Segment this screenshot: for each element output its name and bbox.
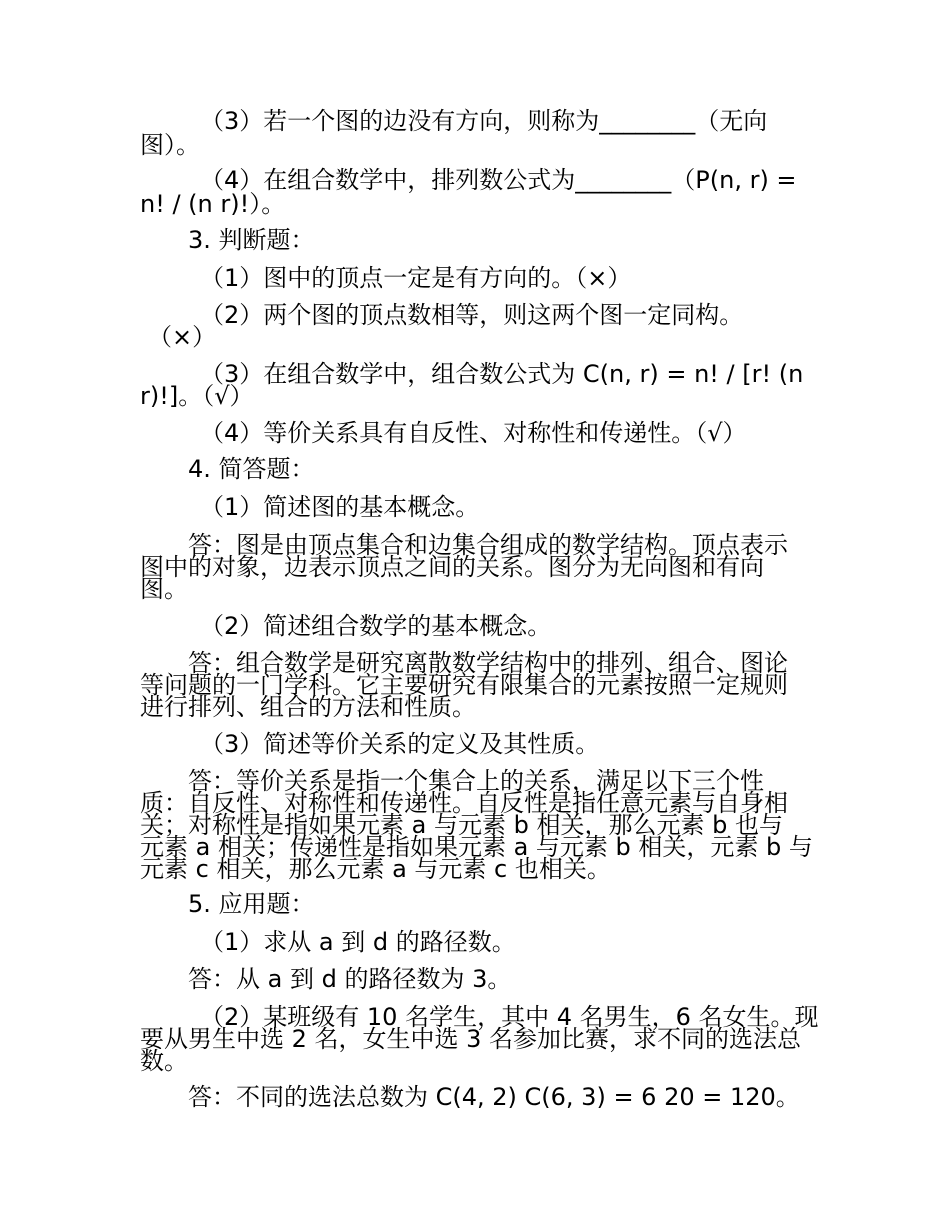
sa-answer-2-line-1: 答：组合数学是研究离散数学结构中的排列、组合、图论 [188,649,788,677]
section-heading-true-false: 3. 判断题： [188,226,315,254]
tf-question-2-line-1: （2）两个图的顶点数相等，则这两个图一定同构。 [200,301,744,329]
app-answer-1: 答：从 a 到 d 的路径数为 3。 [188,965,512,993]
blank-question-4-line-1: （4）在组合数学中，排列数公式为________（P(n, r) = [200,166,797,194]
sa-answer-1-line-3: 图。 [140,575,188,603]
blank-question-3-line-2: 图）。 [140,131,200,159]
app-question-2-line-1: （2）某班级有 10 名学生，其中 4 名男生，6 名女生。现 [200,1003,819,1031]
tf-question-3-line-1: （3）在组合数学中，组合数公式为 C(n, r) = n! / [r! (n [200,360,804,388]
tf-question-3-line-2: r)!]。（√） [140,382,254,410]
blank-question-4-line-2: n! / (n r)!）。 [140,190,286,218]
tf-question-4: （4）等价关系具有自反性、对称性和传递性。（√） [200,419,747,447]
section-heading-short-answer: 4. 简答题： [188,455,315,483]
sa-answer-3-line-3: 关；对称性是指如果元素 a 与元素 b 相关，那么元素 b 也与 [140,811,783,839]
app-question-2-line-2: 要从男生中选 2 名，女生中选 3 名参加比赛，求不同的选法总 [140,1025,802,1053]
sa-answer-2-line-3: 进行排列、组合的方法和性质。 [140,693,476,721]
sa-answer-3-line-2: 质：自反性、对称性和传递性。自反性是指任意元素与自身相 [140,789,788,817]
tf-question-2-line-2: （×） [148,323,217,351]
sa-question-3: （3）简述等价关系的定义及其性质。 [200,730,600,758]
sa-answer-3-line-4: 元素 a 相关；传递性是指如果元素 a 与元素 b 相关，元素 b 与 [140,833,813,861]
app-question-2-line-3: 数。 [140,1047,188,1075]
sa-answer-1-line-1: 答：图是由顶点集合和边集合组成的数学结构。顶点表示 [188,531,788,559]
tf-question-1: （1）图中的顶点一定是有方向的。（×） [200,264,632,292]
blank-question-3-line-1: （3）若一个图的边没有方向，则称为________（无向 [200,107,768,135]
sa-answer-1-line-2: 图中的对象，边表示顶点之间的关系。图分为无向图和有向 [140,553,764,581]
sa-answer-3-line-1: 答：等价关系是指一个集合上的关系，满足以下三个性 [188,767,764,795]
app-answer-2: 答：不同的选法总数为 C(4, 2) C(6, 3) = 6 20 = 120。 [188,1083,800,1111]
sa-answer-3-line-5: 元素 c 相关，那么元素 a 与元素 c 也相关。 [140,855,611,883]
sa-question-2: （2）简述组合数学的基本概念。 [200,612,552,640]
sa-question-1: （1）简述图的基本概念。 [200,493,480,521]
app-question-1: （1）求从 a 到 d 的路径数。 [200,928,516,956]
sa-answer-2-line-2: 等问题的一门学科。它主要研究有限集合的元素按照一定规则 [140,671,788,699]
section-heading-application: 5. 应用题： [188,890,315,918]
